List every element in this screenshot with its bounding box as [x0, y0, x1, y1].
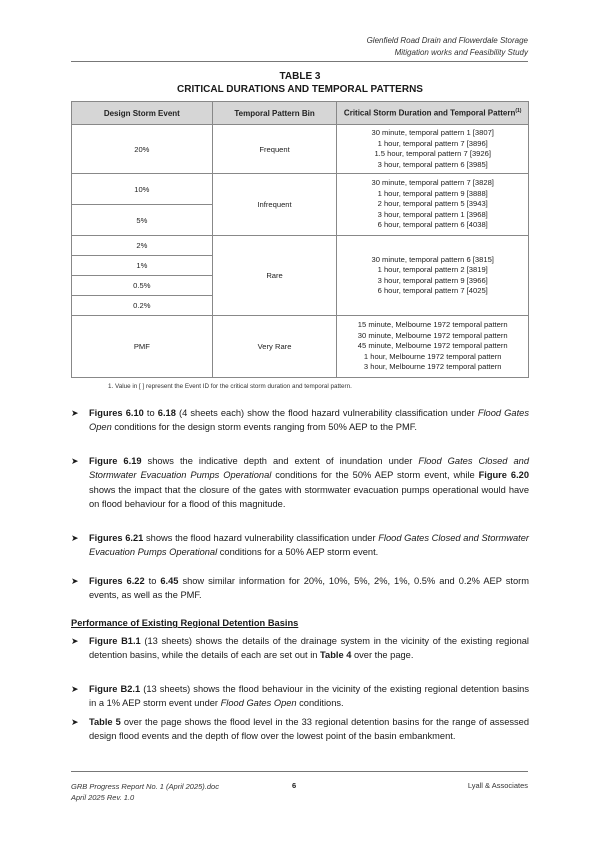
event-cell: 1% — [72, 256, 213, 276]
page-number: 6 — [292, 781, 297, 790]
pattern-cell: 30 minute, temporal pattern 6 [3815] 1 hour, temporal pattern 2 [3819] 3 hour, temporal pattern 9 [3966] 6 hour, temporal pattern 7 [4025] — [337, 236, 529, 316]
list-item: ➤ Figures 6.21 shows the flood hazard vulnerability classification under Flood Gates Closed and Stormwater Evacuation Pumps Operational conditions for a 50% AEP storm event. — [71, 533, 529, 558]
bin-cell: Frequent — [212, 125, 337, 174]
bin-cell: Rare — [212, 236, 337, 316]
pattern-cell: 30 minute, temporal pattern 7 [3828] 1 hour, temporal pattern 9 [3888] 2 hour, temporal pattern 5 [3943] 3 hour, temporal pattern 1 [3968] 6 hour, temporal pattern 6 [4038] — [337, 174, 529, 236]
arrow-bullet-icon: ➤ — [71, 533, 79, 543]
table-number: TABLE 3 — [279, 71, 321, 82]
list-item: ➤ Figures 6.10 to 6.18 (4 sheets each) show the flood hazard vulnerability classification under Flood Gates Open conditions for the design storm events ranging from 50% AEP to the PMF. — [71, 408, 529, 433]
pattern-cell: 30 minute, temporal pattern 1 [3807] 1 hour, temporal pattern 7 [3896] 1.5 hour, temporal pattern 7 [3926] 3 hour, temporal pattern 6 [3985] — [337, 125, 529, 174]
critical-durations-table — [71, 101, 529, 378]
arrow-bullet-icon: ➤ — [71, 456, 79, 466]
event-cell: 0.2% — [72, 296, 213, 316]
footer-doc-info — [71, 781, 219, 803]
list-item: ➤ Figure B2.1 (13 sheets) shows the flood behaviour in the vicinity of the existing regional detention basins in a 1% AEP storm event under Flood Gates Open conditions. — [71, 684, 529, 709]
event-cell: PMF — [72, 316, 213, 378]
event-cell: 0.5% — [72, 276, 213, 296]
arrow-bullet-icon: ➤ — [71, 684, 79, 694]
event-cell: 5% — [72, 205, 213, 236]
header-divider — [71, 61, 528, 62]
list-item: ➤ Figures 6.22 to 6.45 show similar information for 20%, 10%, 5%, 2%, 1%, 0.5% and 0.2% AEP storm events, as well as the PMF. — [71, 576, 529, 601]
pattern-cell: 15 minute, Melbourne 1972 temporal pattern 30 minute, Melbourne 1972 temporal pattern 45 minute, Melbourne 1972 temporal pattern 1 hour, Melbourne 1972 temporal pattern 3 hour, Melbourne 1972 temporal pattern — [337, 316, 529, 378]
header-line-1: Glenfield Road Drain and Flowerdale Storage — [366, 36, 528, 45]
col-header-event: Design Storm Event — [72, 102, 213, 125]
table-footnote: 1. Value in [ ] represent the Event ID for the critical storm duration and temporal pattern. — [108, 383, 352, 390]
header-line-2: Mitigation works and Feasibility Study — [394, 48, 528, 57]
arrow-bullet-icon: ➤ — [71, 576, 79, 586]
table-row — [72, 125, 529, 174]
list-item: ➤ Figure B1.1 (13 sheets) shows the details of the drainage system in the vicinity of the existing regional detention basins, while the details of each are set out in Table 4 over the page. — [71, 636, 529, 661]
event-cell: 10% — [72, 174, 213, 205]
event-cell: 2% — [72, 236, 213, 256]
bin-cell: Infrequent — [212, 174, 337, 236]
table-row — [72, 174, 529, 205]
section-heading: Performance of Existing Regional Detention Basins — [71, 618, 299, 628]
footer-filename: GRB Progress Report No. 1 (April 2025).doc — [71, 782, 219, 791]
arrow-bullet-icon: ➤ — [71, 717, 79, 727]
event-cell: 20% — [72, 125, 213, 174]
col-header-pattern: Critical Storm Duration and Temporal Pattern$^{(1)}$ — [337, 102, 529, 125]
footer-revision: April 2025 Rev. 1.0 — [71, 793, 135, 802]
table-row — [72, 236, 529, 256]
footer-company: Lyall & Associates — [467, 781, 528, 790]
list-item: ➤ Figure 6.19 shows the indicative depth and extent of inundation under Flood Gates Closed and Stormwater Evacuation Pumps Operational conditions for the 50% AEP storm event, while Figure 6.20 shows the impact that the closure of the gates with stormwater evacuation pumps operational would have on flood behaviour for a flood of this magnitude. — [71, 456, 529, 509]
table-row — [72, 316, 529, 378]
col-header-bin: Temporal Pattern Bin — [212, 102, 337, 125]
page-header — [367, 35, 528, 59]
footer-divider — [71, 771, 528, 772]
bin-cell: Very Rare — [212, 316, 337, 378]
list-item: ➤ Table 5 over the page shows the flood level in the 33 regional detention basins for the range of assessed design flood events and the depth of flow over the lowest point of the basin embankment. — [71, 717, 529, 742]
table-title: CRITICAL DURATIONS AND TEMPORAL PATTERNS — [177, 84, 423, 95]
table-header-row — [72, 102, 529, 125]
arrow-bullet-icon: ➤ — [71, 636, 79, 646]
arrow-bullet-icon: ➤ — [71, 408, 79, 418]
